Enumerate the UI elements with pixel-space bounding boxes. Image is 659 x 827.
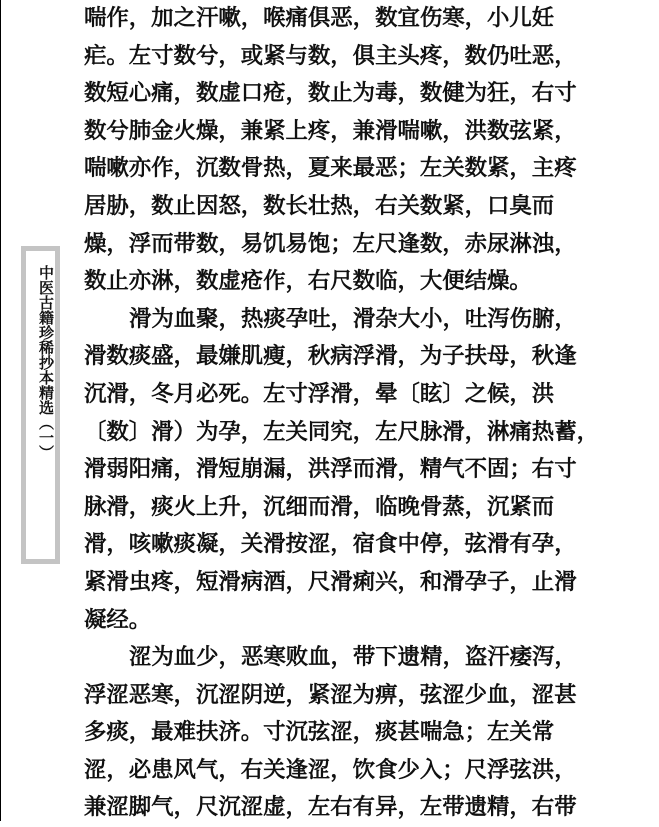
text-line: 沉滑，冬月必死。左寸浮滑，晕〔眩〕之候，洪 <box>84 380 555 407</box>
text-line: 滑，咳嗽痰凝，关滑按涩，宿食中停，弦滑有孕， <box>84 531 577 558</box>
text-line: 喘作，加之汗嗽，喉痛俱恶，数宜伤寒，小儿妊 <box>84 5 555 31</box>
text-line: 喘嗽亦作，沉数骨热，夏来最恶；左关数紧，主疼 <box>84 155 577 182</box>
text-line: 滑弱阳痛，滑短崩漏，洪浮而滑，精气不固；右寸 <box>84 456 577 483</box>
page-left-edge <box>0 0 1 821</box>
text-line: 燥，浮而带数，易饥易饱；左尺逢数，赤尿淋浊， <box>84 230 577 257</box>
text-line: 凝经。 <box>84 606 152 633</box>
text-line: 滑为血聚，热痰孕吐，滑杂大小，吐泻伤腑， <box>129 305 577 332</box>
text-line: 浮涩恶寒，沉涩阴逆，紧涩为痹，弦涩少血，涩甚 <box>84 681 577 708</box>
text-line: 疟。左寸数兮，或紧与数，俱主头疼，数仍吐恶， <box>84 42 577 69</box>
text-line: 多痰，最难扶济。寸沉弦涩，痰甚喘急；左关常 <box>84 719 555 746</box>
text-line: 滑数痰盛，最嫌肌瘦，秋病浮滑，为子扶母，秋逢 <box>84 343 577 370</box>
text-line: 居胁，数止因怒，数长壮热，右关数紧，口臭而 <box>84 192 555 219</box>
text-line: 数止亦淋，数虚疮作，右尺数临，大便结燥。 <box>84 268 532 295</box>
text-line: 兼涩脚气，尺沉涩虚，左右有异，左带遗精，右带 <box>84 794 577 821</box>
body-text <box>84 0 599 827</box>
side-tab <box>21 246 60 564</box>
text-line: 〔数〕滑）为孕，左关同究，左尺脉滑，淋痛热蓄， <box>84 418 599 445</box>
text-line: 数短心痛，数虚口疮，数止为毒，数健为狂，右寸 <box>84 80 577 107</box>
text-line: 数兮肺金火燥，兼紧上疼，兼滑喘嗽，洪数弦紧， <box>84 117 577 144</box>
text-line: 涩为血少，恶寒败血，带下遗精，盗汗痿泻， <box>129 644 577 671</box>
text-line: 紧滑虫疼，短滑病酒，尺滑痢兴，和滑孕子，止滑 <box>84 568 577 595</box>
text-line: 脉滑，痰火上升，沉细而滑，临晚骨蒸，沉紧而 <box>84 493 555 520</box>
side-tab-label: 中医古籍珍稀抄本精选（一） <box>37 265 55 460</box>
text-line: 涩，必患风气，右关逢涩，饮食少入；尺浮弦洪， <box>84 756 577 783</box>
